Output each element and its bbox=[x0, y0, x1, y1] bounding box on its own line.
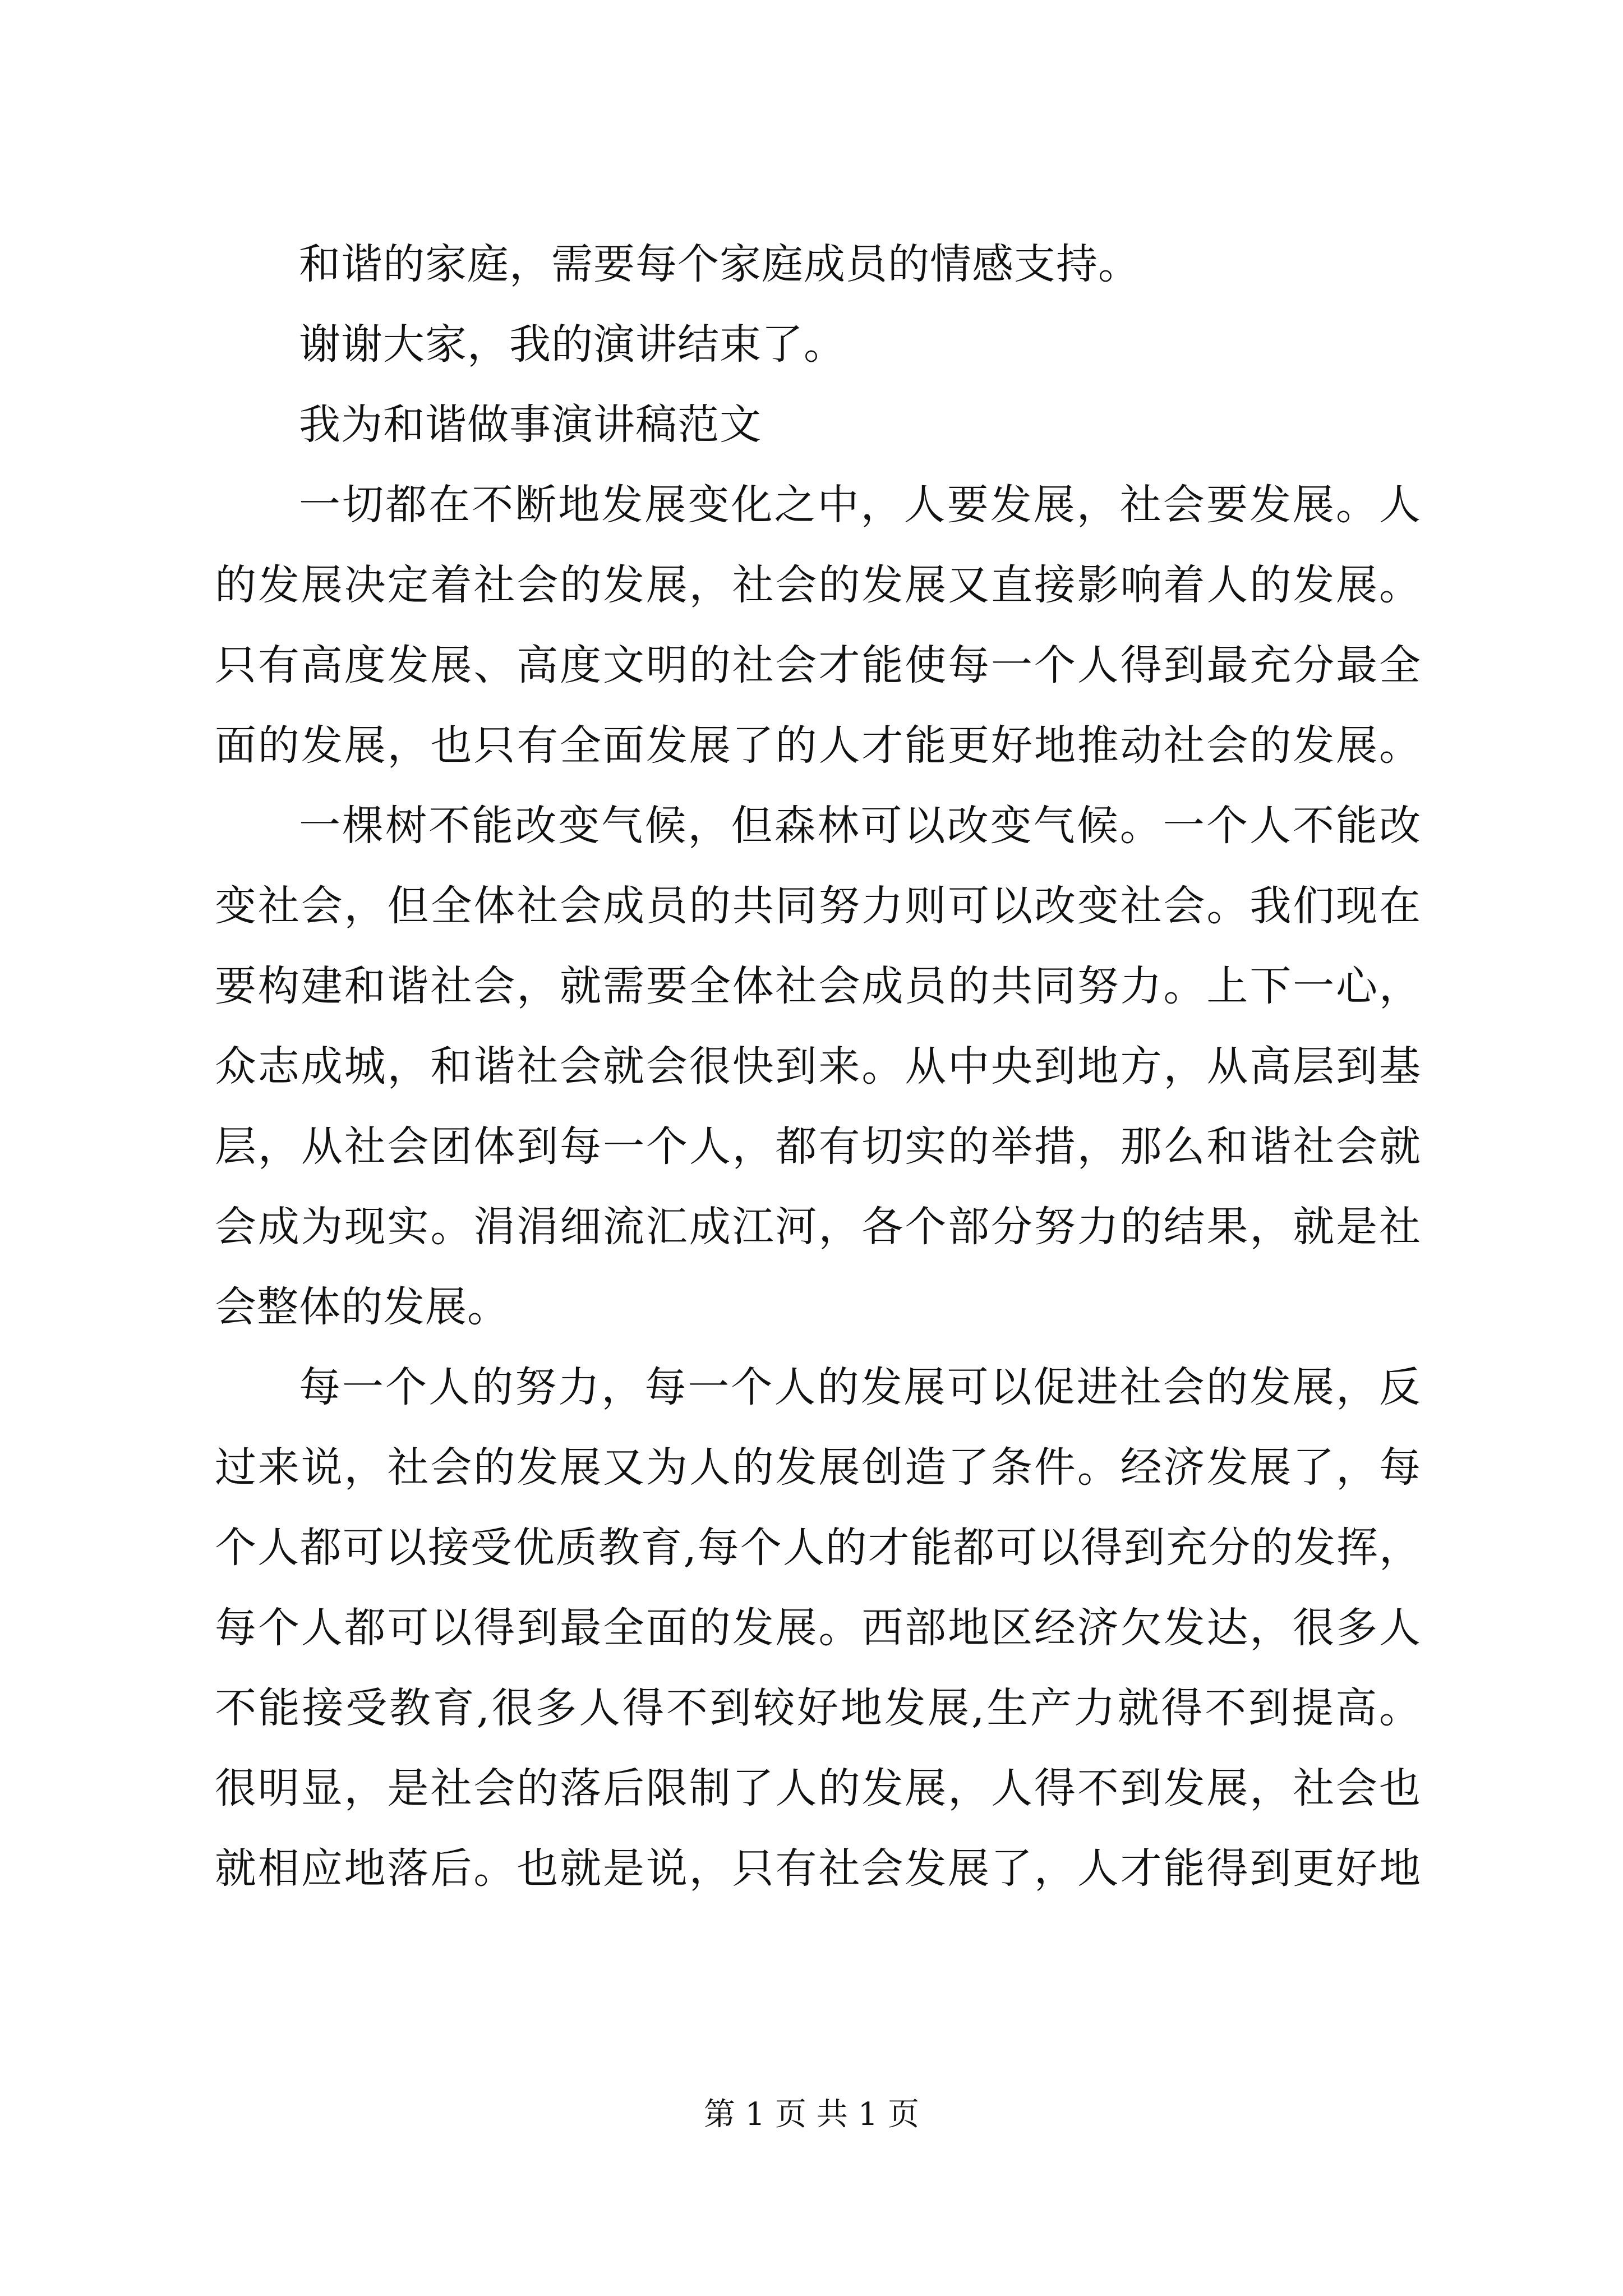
text-line: 和谐的家庭，需要每个家庭成员的情感支持。 bbox=[299, 240, 1140, 288]
text-line: 层，从社会团体到每一个人，都有切实的举措，那么和谐社会就 bbox=[215, 1122, 1421, 1171]
text-line: 面的发展，也只有全面发展了的人才能更好地推动社会的发展。 bbox=[215, 721, 1421, 770]
text-line: 谢谢大家，我的演讲结束了。 bbox=[299, 320, 846, 369]
text-line: 我为和谐做事演讲稿范文 bbox=[299, 401, 762, 449]
text-line: 只有高度发展、高度文明的社会才能使每一个人得到最充分最全 bbox=[215, 641, 1421, 689]
text-line: 会成为现实。涓涓细流汇成江河，各个部分努力的结果，就是社 bbox=[215, 1203, 1421, 1251]
text-line: 的发展决定着社会的发展，社会的发展又直接影响着人的发展。 bbox=[215, 561, 1421, 609]
body-text bbox=[215, 224, 1421, 1909]
text-line: 一棵树不能改变气候，但森林可以改变气候。一个人不能改 bbox=[299, 802, 1421, 850]
text-line: 过来说，社会的发展又为人的发展创造了条件。经济发展了，每 bbox=[215, 1443, 1421, 1492]
page-footer: 第 1 页 共 1 页 bbox=[703, 2096, 920, 2133]
text-line: 每个人都可以得到最全面的发展。西部地区经济欠发达，很多人 bbox=[215, 1604, 1421, 1652]
text-line: 每一个人的努力，每一个人的发展可以促进社会的发展，反 bbox=[299, 1363, 1421, 1411]
text-line: 不能接受教育,很多人得不到较好地发展,生产力就得不到提高。 bbox=[215, 1684, 1421, 1732]
text-line: 很明显，是社会的落后限制了人的发展，人得不到发展，社会也 bbox=[215, 1764, 1421, 1812]
text-line: 众志成城，和谐社会就会很快到来。从中央到地方，从高层到基 bbox=[215, 1042, 1421, 1091]
text-line: 要构建和谐社会，就需要全体社会成员的共同努力。上下一心， bbox=[215, 962, 1421, 1010]
text-line: 就相应地落后。也就是说，只有社会发展了，人才能得到更好地 bbox=[215, 1844, 1421, 1893]
text-line: 变社会，但全体社会成员的共同努力则可以改变社会。我们现在 bbox=[215, 882, 1421, 930]
text-line: 个人都可以接受优质教育,每个人的才能都可以得到充分的发挥， bbox=[215, 1524, 1421, 1572]
text-line: 一切都在不断地发展变化之中，人要发展，社会要发展。人 bbox=[299, 481, 1421, 529]
text-line: 会整体的发展。 bbox=[215, 1283, 509, 1331]
